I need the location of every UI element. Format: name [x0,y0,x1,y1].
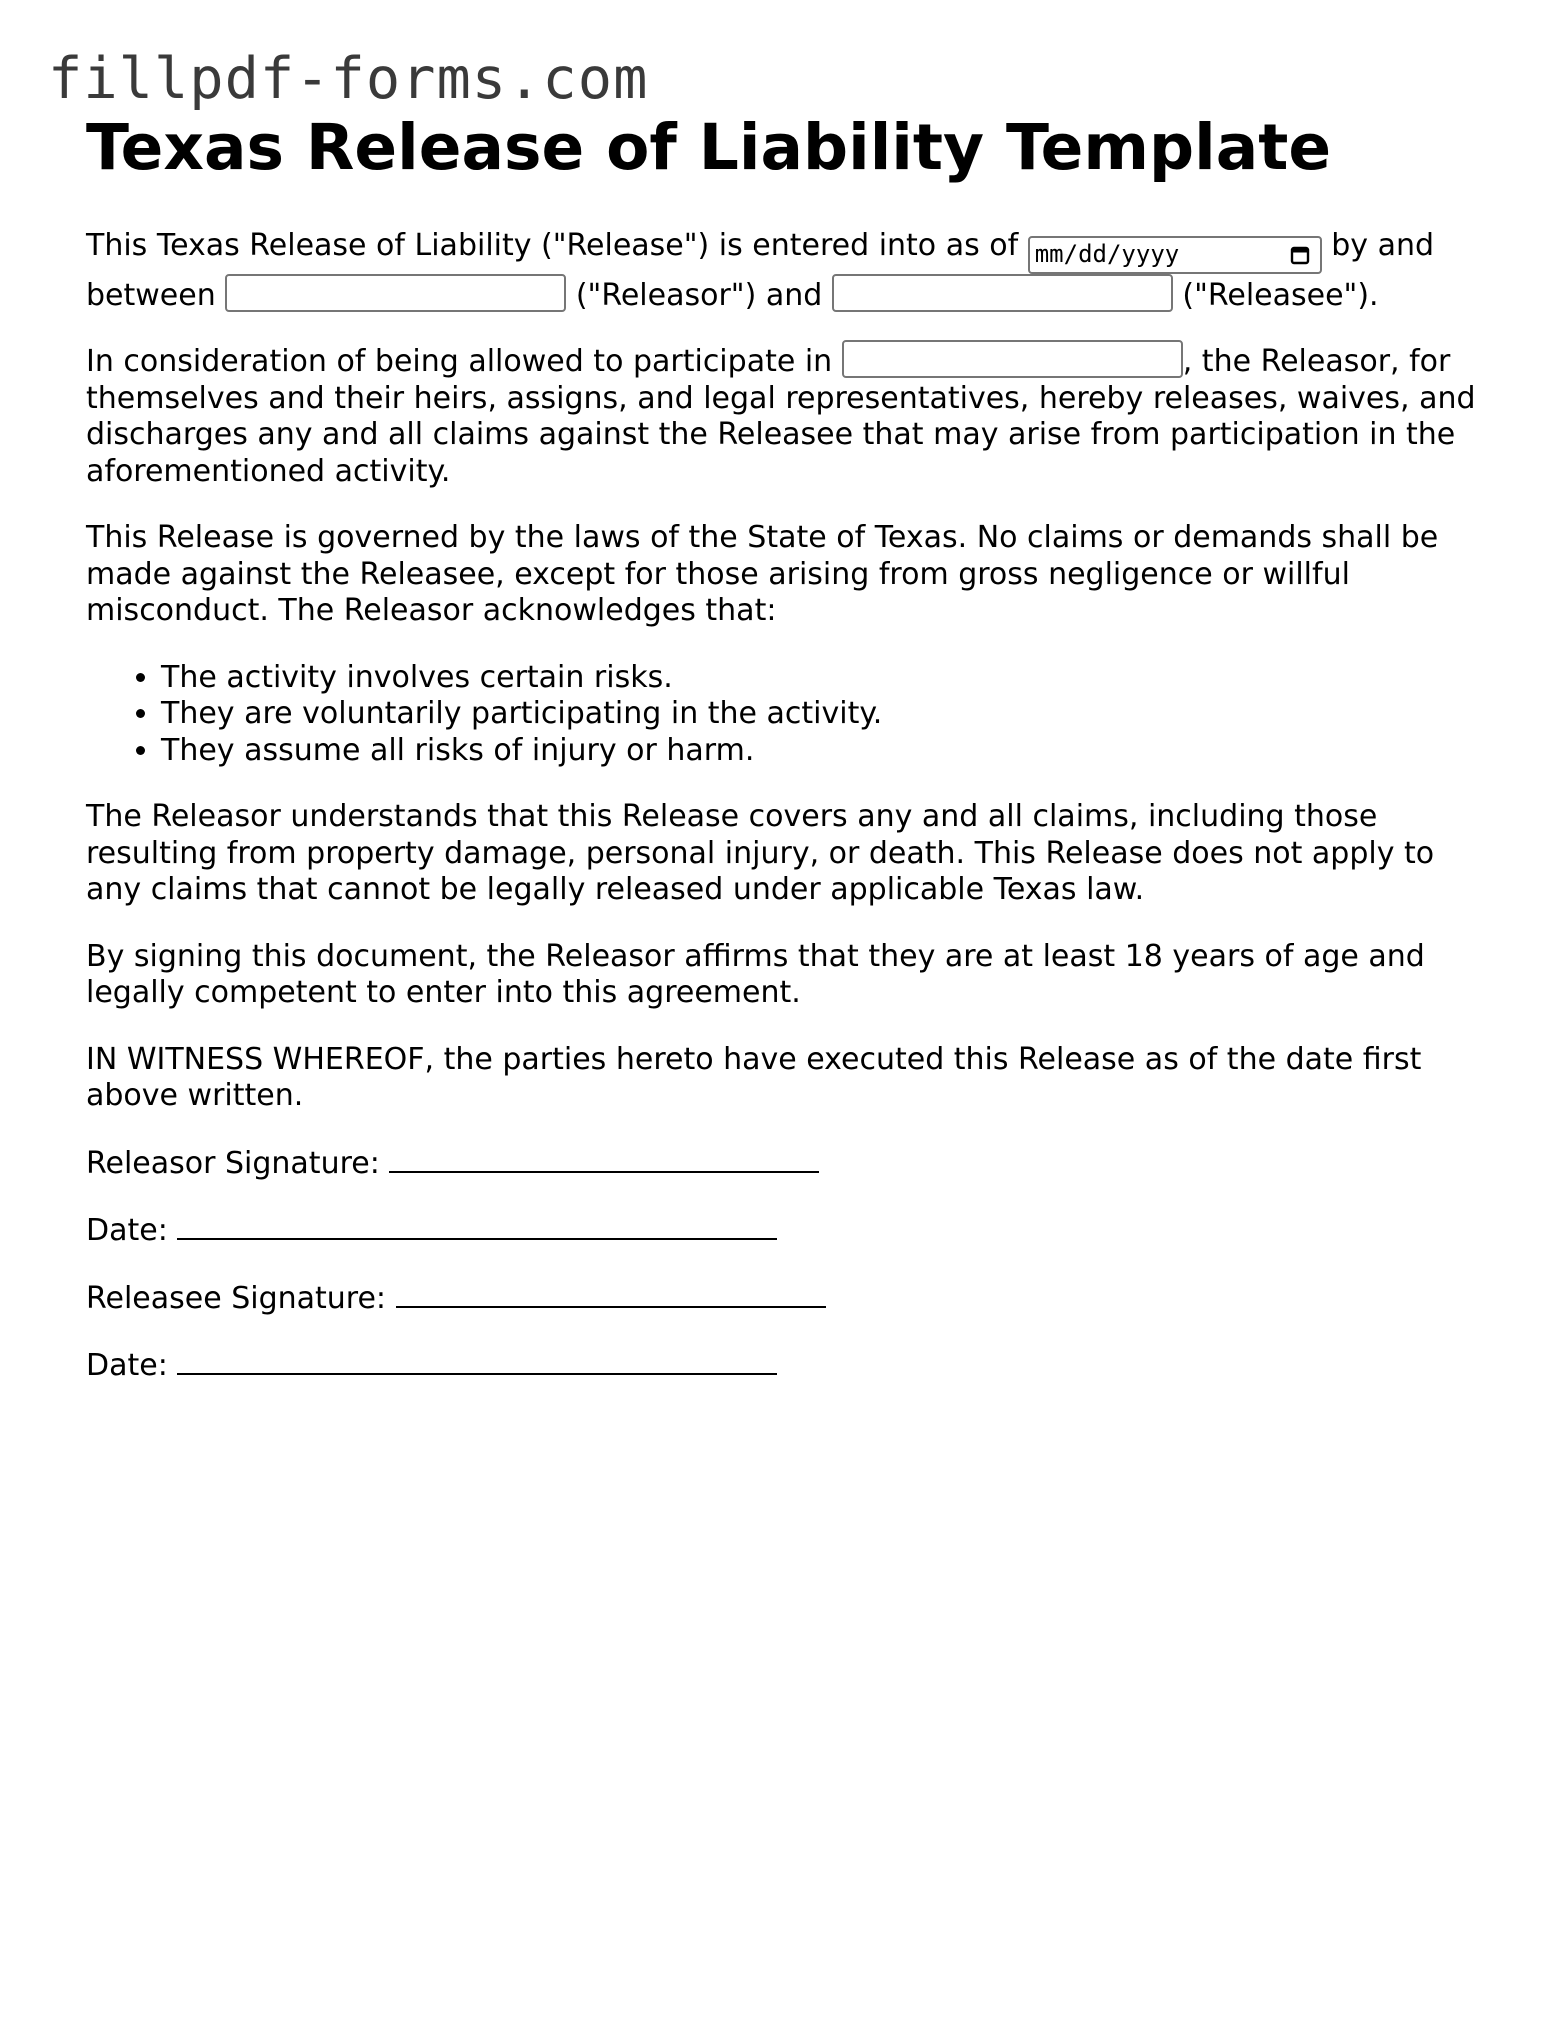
releasor-date-line[interactable] [177,1212,777,1240]
releasee-date-line[interactable] [177,1347,777,1375]
intro-text-by-and-between: by and between [86,228,1435,313]
list-item: • They assume all risks of injury or harm. [161,733,1476,770]
effective-date-input[interactable] [1028,236,1322,274]
releasee-role-label: ("Releasee"). [1182,278,1379,313]
affirmation-paragraph: By signing this document, the Releasor affirms that they are at least 18 years of age and legally competent to enter into this agreement. [86,938,1425,1010]
intro-text-start: This Texas Release of Liability ("Release") is entered into as of [86,228,1019,263]
releasee-date-label: Date: [86,1348,168,1383]
consideration-text-start: In consideration of being allowed to participate in [86,344,833,379]
releasee-date-row [86,1347,1476,1385]
watermark: fillpdf-forms.com [48,46,649,112]
document-title: Texas Release of Liability Template [86,111,1332,184]
releasor-name-input[interactable] [225,274,566,312]
list-item: • They are voluntarily participating in the activity. [161,696,1476,733]
consideration-text-end: , the Releasor, for themselves and their heirs, assigns, and legal representatives, hereby releases, waives, and discharges any and all claims against the Releasee that may arise from participation in the aforementioned activity. [86,344,1476,489]
releasor-signature-row [86,1145,1476,1183]
consideration-paragraph [86,340,1476,490]
calendar-icon[interactable] [1290,245,1310,265]
date-placeholder: mm/dd/yyyy [1034,240,1180,268]
releasee-signature-row [86,1280,1476,1318]
releasor-signature-line[interactable] [389,1145,819,1173]
releasor-signature-label: Releasor Signature: [86,1145,380,1181]
witness-paragraph: IN WITNESS WHEREOF, the parties hereto have executed this Release as of the date first above written. [86,1041,1422,1113]
list-item: • The activity involves certain risks. [161,660,1476,697]
releasee-signature-line[interactable] [396,1280,826,1308]
intro-paragraph [86,224,1476,318]
acknowledgements-list [86,660,1476,770]
releasor-date-row [86,1212,1476,1250]
coverage-paragraph: The Releasor understands that this Release covers any and all claims, including those resulting from property damage, personal injury, or death. This Release does not apply to any claims that cannot be legally released under applicable Texas law. [86,799,1435,907]
releasor-role-label: ("Releasor") and [575,278,823,313]
releasor-date-label: Date: [86,1213,168,1248]
activity-input[interactable] [842,340,1183,378]
releasee-name-input[interactable] [832,274,1173,312]
governing-law-paragraph: This Release is governed by the laws of the State of Texas. No claims or demands shall be made against the Releasee, except for those arising from gross negligence or willful misconduct. The Releasor acknowledges that: [86,520,1439,628]
document-page [86,108,1476,1385]
releasee-signature-label: Releasee Signature: [86,1280,387,1316]
